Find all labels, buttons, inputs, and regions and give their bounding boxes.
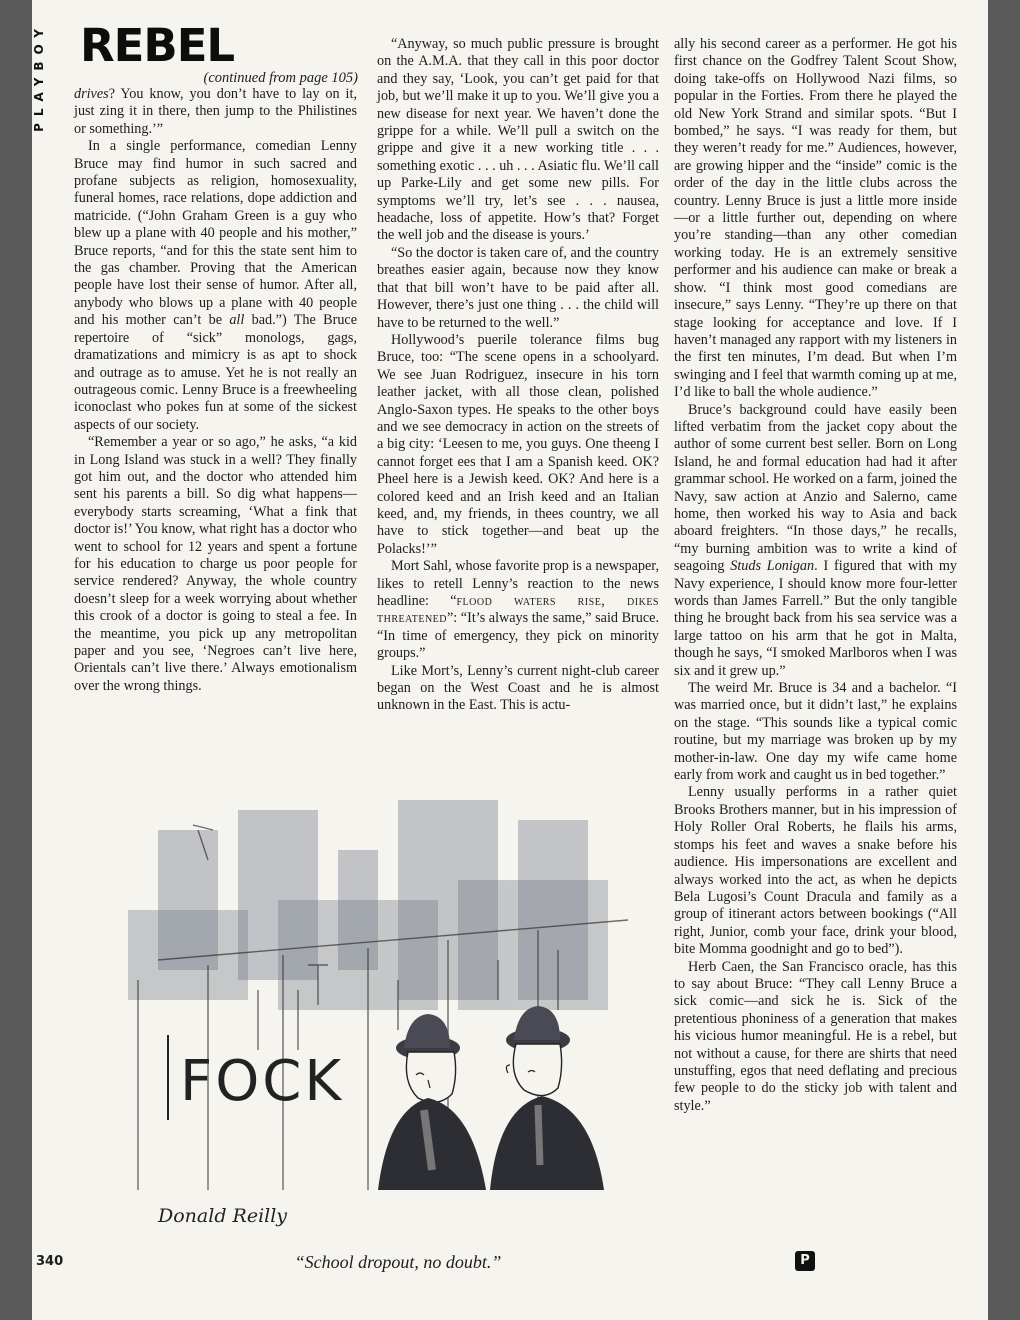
cartoon-illustration [98,790,658,1250]
man-right [490,1006,604,1190]
paragraph: ally his second career as a performer. He got his first chance on the Godfrey Talent Scout Show, doing take-offs on Hollywood Nazi films, so popular in the Forties. From there he played the old New York Strand and similar spots. “But I bombed,” he says. “I was ready for them, but they weren’t ready for me.” Audiences, however, are growing hipper and the “inside” comic is the order of the day in the little clubs across the country. Lenny Bruce is just a little more inside—or a little further out, depending on where you’re standing—than any other comedian working today. He is an extremely sensitive performer and his audience can make or break a show. “I think most good comedians are insecure,” says Lenny. “They’re up there on that stage looking for acceptance and love. If I haven’t managed any rapport with my listeners in the first ten minutes, I’m dead. But when I’m swinging and I feel that warmth coming up at me, I’d like to ball the whole audience.” [674,36,957,401]
wall-graffiti: FOCK [180,1049,345,1114]
continued-note: (continued from page 105) [203,70,358,86]
playboy-bunny-icon: P [795,1251,815,1271]
paragraph: Bruce’s background could have easily been lifted verbatim from the jacket copy about the author of some current best seller. Born on Long Island, he and formal education had had it after grammar school. He worked on a farm, joined the Navy, saw action at Anzio and Salerno, came home, then worked his way to Asia and back aboard freighters. “In those days,” he recalls, “my burning ambition was to write a kind of seagoing Studs Lonigan. I figured that with my Navy experience, I should know more four-letter words than James Farrell.” But the only tangible thing he brought back from his sea service was a large tattoo on his arm that he got in Malta, though he says, “I smoked Marlboros when I was six and it grew up.” [674,401,958,679]
paragraph: “Remember a year or so ago,” he asks, “a kid in Long Island was stuck in a well? They finally got him out, and the doctor who attended him sent his parents a bill. So dig what happens—everybody starts screaming, ‘What a fink that doctor is!’ You know, what right has a doctor who went to school for 12 years and spent a fortune for his education to charge us poor people for service rendered? Anyway, the whole country doesn’t sleep for a week worrying about whether this crook of a doctor is going to steal a fee. In the meantime, you pick up any metropolitan paper and you see, ‘Negroes can’t live here, Orientals can’t live there.’ Always emotionalism over the wrong things. [74,434,357,694]
paragraph: In a single performance, comedian Lenny Bruce may find humor in such sacred and profane subjects as religion, homosexuality, funeral homes, race relations, dope addiction and matricide. (“John Graham Green is a guy who blew up a plane with 40 people and his mother,” Bruce reports, “and for this the state sent him to the gas chamber. Proving that the American people have lost their sense of humor. After all, anybody who blows up a plane with 40 people and his mother can’t be all bad.”) The Bruce repertoire of “sick” monologs, gags, dramatizations and mimicry is as apt to shock and outrage as to amuse. Yet he is not really an outrageous comic. Lenny Bruce is a freewheeling iconoclast who pokes fun at some of the sickest aspects of our society. [74,138,358,433]
paragraph: The weird Mr. Bruce is 34 and a bachelor. “I was married once, but it didn’t last,” he explains on the stage. “This sounds like a typical comic routine, but my marriage was broken up by my mother-in-law. One day my wife came home early from work and caught us in bed together.” [674,680,957,784]
paragraph: Hollywood’s puerile tolerance films bug Bruce, too: “The scene opens in a schoolyard. We see Juan Rodriguez, insecure in his torn leather jacket, with all those clean, polished Anglo-Saxon types. He speaks to the other boys and we see democracy in action on the streets of a big city: ‘Leesen to me, you guys. One theeng I cannot forget ees that I am a Spanish keed. OK? Pheel here is a Jewish keed. OK? And here is a colored keed and an Irish keed and an Italian keed, and, my friends, in thees country, we all have to stick together—and beat up the Polacks!’” [377,331,659,557]
page-number: 340 [36,1254,64,1269]
article-title: REBEL [80,19,235,72]
paragraph: “Anyway, so much public pressure is brought on the A.M.A. that they call in this poor doctor and they say, ‘Look, you can’t get paid for that job, but we’ll make it up to you. We’ll give you a new disease for next year. We haven’t done the grippe for a while. We’ll pull a switch on the grippe and give it a new working title . . . something exotic . . . uh . . . Asiatic flu. We’ll call up Parke-Lily and get some new pills. For symptoms we’ll try, let’s see . . . nausea, headache, loss of appetite. How’s that? Forget the well job and the disease is yours.’ [377,36,659,244]
column-1 [74,86,357,695]
paragraph: drives? You know, you don’t have to lay on it, just zing it in there, then jump to the Philistines or something.’” [74,86,357,137]
column-3 [674,36,957,1115]
paragraph: Mort Sahl, whose favorite prop is a newspaper, likes to retell Lenny’s reaction to the news headline: “flood waters rise, dikes threatened”: “It’s always the same,” said Bruce. “In time of emergency, they pick on minority groups.” [377,558,659,662]
magazine-page [32,0,988,1320]
paragraph: Herb Caen, the San Francisco oracle, has this to say about Bruce: “They call Lenny Bruce a sick comic—and sick he is. Sick of the pretentious phoniness of a generation that makes his vicious humor meaningful. He is a rebel, but not without a cause, for there are shirts that need unstuffing, egos that need deflating and precious few people to do the sticky job with talent and style.” [674,958,957,1114]
paragraph: “So the doctor is taken care of, and the country breathes easier again, because now they know that that bill won’t have to be paid after all. However, there’s just one thing . . . the child will have to be returned to the well.” [377,244,659,331]
magazine-name: PLAYBOY [32,22,46,132]
column-2 [377,36,659,715]
paragraph: Like Mort’s, Lenny’s current night-club career began on the West Coast and he is almost unknown in the East. This is actu- [377,662,659,714]
artist-signature: Donald Reilly [158,1205,288,1227]
paragraph: Lenny usually performs in a rather quiet Brooks Brothers manner, but in his impression of Holy Roller Oral Roberts, he flails his arms, stomps his feet and waves a snake before his audience. His impersonations are excellent and always worked into the act, as when he depicts Bela Lugosi’s Count Dracula and family as a group of itinerant actors between bookings (“All right, Junior, comb your face, drink your blood, bite Momma goodnight and go to bed”). [674,784,957,958]
man-left [378,1014,486,1190]
cartoon-caption: “School dropout, no doubt.” [294,1252,502,1272]
